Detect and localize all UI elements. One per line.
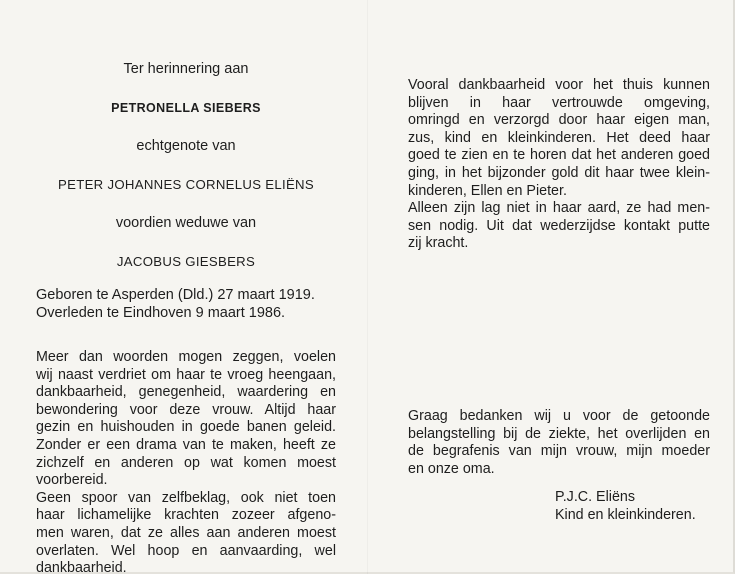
right-panel <box>408 77 710 253</box>
text-line: men waren, dat ze alles aan anderen moest <box>36 524 336 541</box>
text-line: Meer dan woorden mogen zeggen, voelen <box>36 349 336 365</box>
text-line: zij kracht. <box>408 235 469 252</box>
spouse-label: echtgenote van <box>136 138 236 154</box>
text-line: voorbereid. <box>36 472 108 489</box>
text-line: zus, kind en kleinkinderen. Het deed haar <box>408 129 710 146</box>
death-line: Overleden te Eindhoven 9 maart 1986. <box>36 304 286 321</box>
thanks-text <box>408 408 710 478</box>
text-line: ging, in het bijzonder gold dit haar twee klein- <box>408 164 710 181</box>
fold-line <box>367 0 368 574</box>
text-line: sen nodig. Uit dat wederzijdse kontakt putte <box>408 217 710 234</box>
text-line: kinderen, Ellen en Pieter. <box>408 182 567 199</box>
spouse-name: PETER JOHANNES CORNELUS ELIËNS <box>58 177 314 192</box>
signature <box>555 488 696 524</box>
intro-text: Ter herinnering aan <box>123 61 249 77</box>
birth-line: Geboren te Asperden (Dld.) 27 maart 1919. <box>36 287 315 303</box>
text-line: gezin en huishouden in goede banen geleid. <box>36 419 336 436</box>
text-line: blijven in haar vertrouwde omgeving, <box>408 94 710 111</box>
first-husband-name: JACOBUS GIESBERS <box>116 254 256 269</box>
text-line: dankbaarheid. <box>36 560 127 577</box>
text-line: Geen spoor van zelfbeklag, ook niet toen <box>36 489 336 506</box>
thanks-line: Graag bedanken wij u voor de getoonde <box>408 408 710 424</box>
memorial-text-left <box>36 349 336 578</box>
thanks-line: belangstelling bij de ziekte, het overlijden en <box>408 425 710 442</box>
text-line: goed te zien en te horen dat het anderen goed <box>408 147 710 164</box>
thanks-line: de begrafenis van mijn vrouw, mijn moeder <box>408 443 710 460</box>
text-line: bewondering voor deze vrouw. Altijd haar <box>36 401 336 418</box>
life-dates <box>36 287 336 322</box>
memorial-text-right <box>408 77 710 253</box>
deceased-name: PETRONELLA SIEBERS <box>111 101 261 115</box>
text-line: zichzelf en anderen op wat komen moest <box>36 454 336 471</box>
signature-family: Kind en kleinkinderen. <box>555 507 696 523</box>
text-line: Vooral dankbaarheid voor het thuis kunnen <box>408 77 710 93</box>
widow-label: voordien weduwe van <box>115 215 257 231</box>
text-line: haar lichamelijke krachten zozeer afgeno- <box>36 507 336 524</box>
text-line: Zonder er een drama van te maken, heeft ze <box>36 436 336 453</box>
thanks-line: en onze oma. <box>408 460 495 477</box>
text-line: overlaten. Wel hoop en aanvaarding, wel <box>36 542 336 559</box>
text-line: omringd en verzorgd door haar eigen man, <box>408 112 710 129</box>
text-line: wij naast verdriet om haar te vroeg heengaan, <box>36 366 336 383</box>
left-panel <box>36 60 336 578</box>
text-line: Alleen zijn lag niet in haar aard, ze had men- <box>408 200 710 217</box>
signature-name: P.J.C. Eliëns <box>555 489 635 505</box>
text-line: dankbaarheid, genegenheid, waardering en <box>36 384 336 401</box>
